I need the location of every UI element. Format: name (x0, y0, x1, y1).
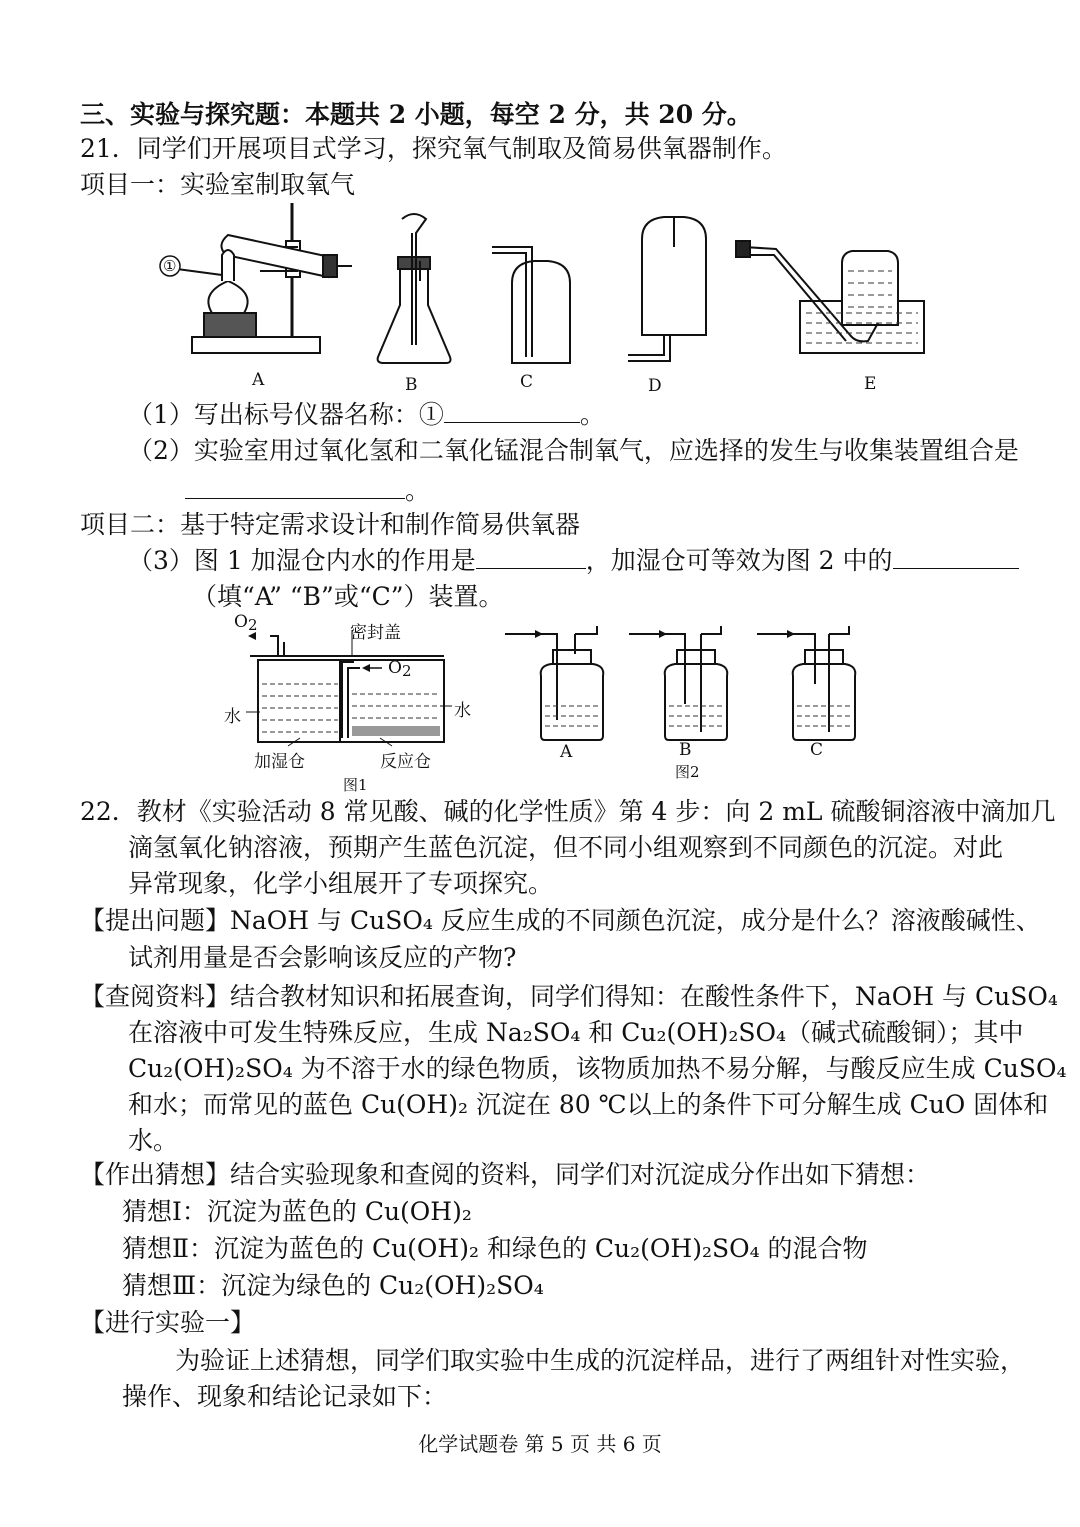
q21-sub3-text-a: （3）图 1 加湿仓内水的作用是 (128, 546, 476, 575)
fig2-label-c: C (810, 740, 824, 760)
apparatus-label-b: B (405, 375, 418, 395)
q21-sub1-end: 。 (579, 400, 605, 429)
fig1-reactor-label: 反应仓 (380, 752, 431, 772)
apparatus-label-d: D (648, 376, 662, 396)
fig1-seal-lid: 密封盖 (350, 623, 401, 643)
section-header: 三、实验与探究题：本题共 2 小题，每空 2 分，共 20 分。 (80, 100, 752, 129)
q21-stem: 21．同学们开展项目式学习，探究氧气制取及简易供氧器制作。 (80, 134, 787, 163)
fig1-o2-out (234, 612, 257, 632)
apparatus-label-a: A (252, 370, 265, 390)
figure-2-wash-bottles (505, 620, 885, 750)
q22-line2: 滴氢氧化钠溶液，预期产生蓝色沉淀，但不同小组观察到不同颜色的沉淀。对此 (128, 833, 1004, 862)
answer-blank-2[interactable] (185, 474, 405, 499)
fig1-o2-out-sub: 2 (247, 616, 258, 634)
answer-blank-4[interactable] (893, 544, 1019, 569)
q22-hypothesis-3: 猜想Ⅲ：沉淀为绿色的 Cu₂(OH)₂SO₄ (122, 1271, 544, 1300)
apparatus-marker: ① (163, 257, 177, 275)
fig1-o2-in-sub: 2 (401, 662, 412, 680)
q22-ref-1: 【查阅资料】结合教材知识和拓展查询，同学们得知：在酸性条件下，NaOH 与 CuSO₄ (80, 982, 1058, 1011)
q22-ref-4: 和水；而常见的蓝色 Cu(OH)₂ 沉淀在 80 ℃以上的条件下可分解生成 CuO 固体和 (128, 1090, 1049, 1119)
fig2-label-a: A (560, 742, 573, 762)
apparatus-label-e: E (864, 374, 877, 394)
apparatus-label-c: C (520, 372, 534, 392)
fig2-label-b: B (679, 740, 692, 760)
q22-ref-5: 水。 (128, 1126, 179, 1155)
fig1-water-left: 水 (224, 707, 241, 727)
q22-ref-3: Cu₂(OH)₂SO₄ 为不溶于水的绿色物质，该物质加热不易分解，与酸反应生成 CuSO₄ (128, 1054, 1067, 1083)
fig1-humidifier-label: 加湿仓 (254, 752, 305, 772)
page-footer: 化学试题卷 第 5 页 共 6 页 (418, 1432, 662, 1456)
q22-experiment-line2: 操作、现象和结论记录如下： (122, 1382, 448, 1411)
q22-hypothesis-heading: 【作出猜想】结合实验现象和查阅的资料，同学们对沉淀成分作出如下猜想： (80, 1160, 931, 1189)
q21-sub2-blank-line (185, 474, 430, 508)
fig1-o2-in-symbol: O (388, 658, 402, 678)
fig1-o2-in (388, 658, 411, 678)
q21-sub3-text-b: ，加湿仓可等效为图 2 中的 (585, 546, 893, 575)
q21-sub2-end: 。 (405, 476, 431, 505)
q21-sub3-hint: （填“A” “B”或“C”）装置。 (192, 582, 504, 611)
apparatus-a-base (192, 337, 320, 353)
answer-blank-1[interactable] (444, 398, 580, 423)
fig2-caption: 图2 (675, 763, 700, 781)
q21-sub1-text: （1）写出标号仪器名称：① (128, 400, 444, 429)
fig1-o2-out-symbol: O (234, 612, 248, 632)
fig1-caption: 图1 (343, 776, 368, 794)
q21-project1-title: 项目一：实验室制取氧气 (80, 170, 356, 199)
q21-project2-title: 项目二：基于特定需求设计和制作简易供氧器 (80, 510, 581, 539)
q21-sub3 (128, 544, 1019, 578)
q22-experiment-line1: 为验证上述猜想，同学们取实验中生成的沉淀样品，进行了两组针对性实验， (175, 1346, 1026, 1375)
q22-question-1: 【提出问题】NaOH 与 CuSO₄ 反应生成的不同颜色沉淀，成分是什么？溶液酸碱性、 (80, 906, 1041, 935)
q22-line1: 22．教材《实验活动 8 常见酸、碱的化学性质》第 4 步：向 2 mL 硫酸铜溶液中滴加几 (80, 797, 1056, 826)
apparatus-figure (0, 195, 1080, 405)
answer-blank-3[interactable] (476, 544, 586, 569)
q22-hypothesis-2: 猜想Ⅱ：沉淀为蓝色的 Cu(OH)₂ 和绿色的 Cu₂(OH)₂SO₄ 的混合物 (122, 1234, 868, 1263)
q22-hypothesis-1: 猜想Ⅰ：沉淀为蓝色的 Cu(OH)₂ (122, 1197, 472, 1226)
q22-line3: 异常现象，化学小组展开了专项探究。 (128, 869, 554, 898)
q22-experiment-heading: 【进行实验一】 (80, 1308, 256, 1337)
q22-question-2: 试剂用量是否会影响该反应的产物? (128, 943, 517, 972)
q22-ref-2: 在溶液中可发生特殊反应，生成 Na₂SO₄ 和 Cu₂(OH)₂SO₄（碱式硫酸铜）；其中 (128, 1018, 1024, 1047)
q21-sub2: （2）实验室用过氧化氢和二氧化锰混合制氧气，应选择的发生与收集装置组合是 (128, 436, 1019, 465)
q21-sub1 (128, 398, 605, 432)
fig1-water-right: 水 (454, 701, 471, 721)
